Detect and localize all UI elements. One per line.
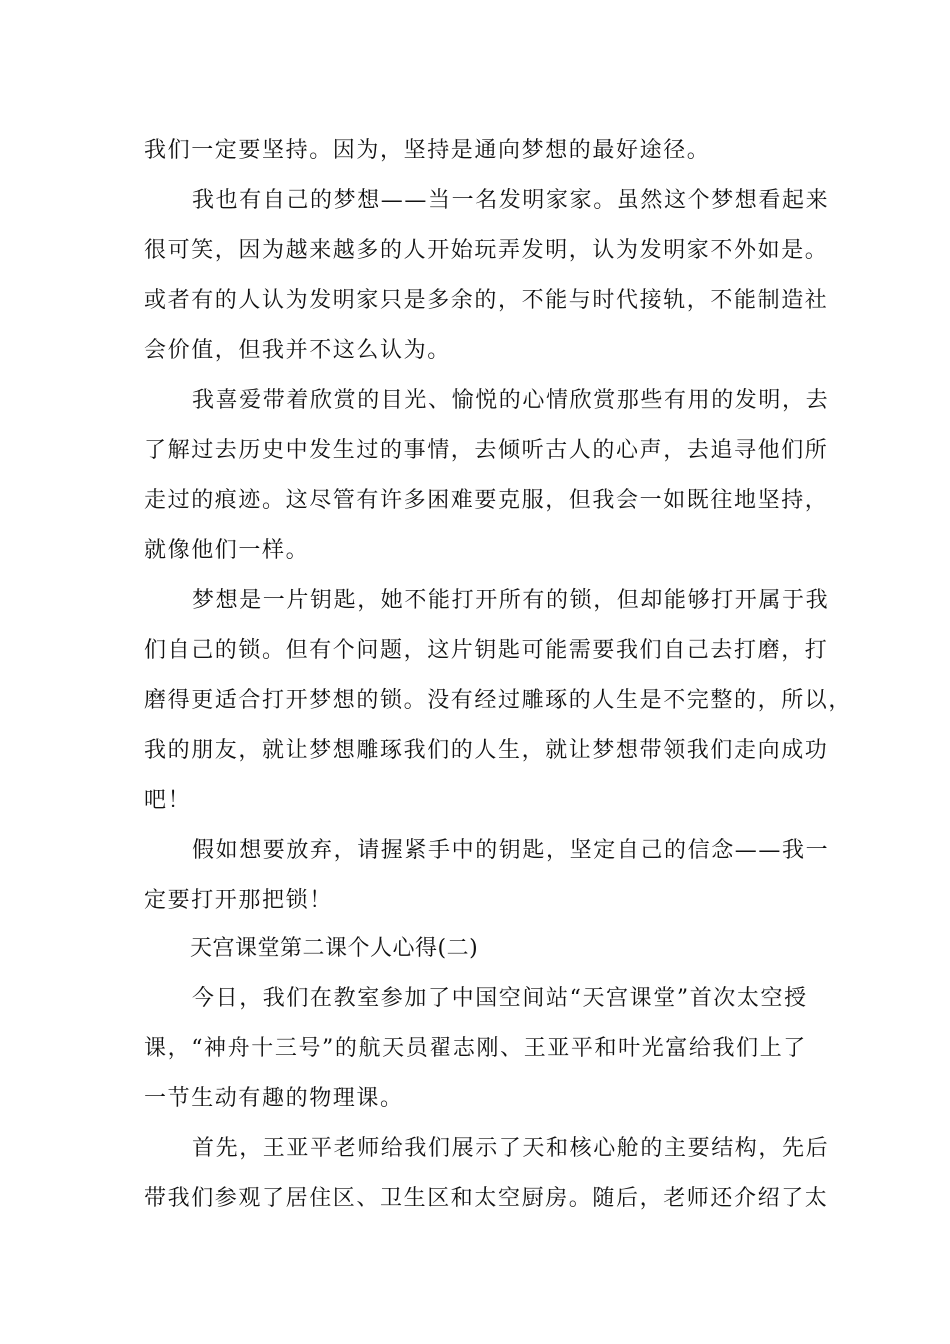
- paragraph-line: 我喜爱带着欣赏的目光、愉悦的心情欣赏那些有用的发明，去: [192, 388, 830, 413]
- paragraph-line: 假如想要放弃，请握紧手中的钥匙，坚定自己的信念——我一: [192, 838, 830, 863]
- paragraph-line: 我的朋友，就让梦想雕琢我们的人生，就让梦想带领我们走向成功: [144, 738, 829, 763]
- paragraph-line: 我们一定要坚持。因为，坚持是通向梦想的最好途径。: [144, 138, 711, 163]
- paragraph-line: 我也有自己的梦想——当一名发明家家。虽然这个梦想看起来: [192, 188, 830, 213]
- paragraph-line: 或者有的人认为发明家只是多余的，不能与时代接轨，不能制造社: [144, 288, 829, 313]
- paragraph-line: 很可笑，因为越来越多的人开始玩弄发明，认为发明家不外如是。: [144, 238, 829, 263]
- paragraph-line: 今日，我们在教室参加了中国空间站“天宫课堂”首次太空授: [192, 986, 808, 1011]
- paragraph-line: 课，“神舟十三号”的航天员翟志刚、王亚平和叶光富给我们上了: [144, 1036, 807, 1061]
- paragraph-line: 一节生动有趣的物理课。: [144, 1086, 404, 1111]
- paragraph-line: 就像他们一样。: [144, 538, 310, 563]
- paragraph-line: 了解过去历史中发生过的事情，去倾听古人的心声，去追寻他们所: [144, 438, 829, 463]
- paragraph-line: 吧！: [144, 788, 192, 813]
- paragraph-line: 定要打开那把锁！: [144, 888, 333, 913]
- paragraph-line: 带我们参观了居住区、卫生区和太空厨房。随后，老师还介绍了太: [144, 1186, 829, 1211]
- section-heading: 天宫课堂第二课个人心得(二): [190, 936, 479, 961]
- paragraph-line: 磨得更适合打开梦想的锁。没有经过雕琢的人生是不完整的，所以，: [144, 688, 853, 713]
- paragraph-line: 们自己的锁。但有个问题，这片钥匙可能需要我们自己去打磨，打: [144, 638, 829, 663]
- paragraph-line: 梦想是一片钥匙，她不能打开所有的锁，但却能够打开属于我: [192, 588, 830, 613]
- paragraph-line: 会价值，但我并不这么认为。: [144, 338, 451, 363]
- paragraph-line: 首先，王亚平老师给我们展示了天和核心舱的主要结构，先后: [192, 1136, 830, 1161]
- paragraph-line: 走过的痕迹。这尽管有许多困难要克服，但我会一如既往地坚持，: [144, 488, 829, 513]
